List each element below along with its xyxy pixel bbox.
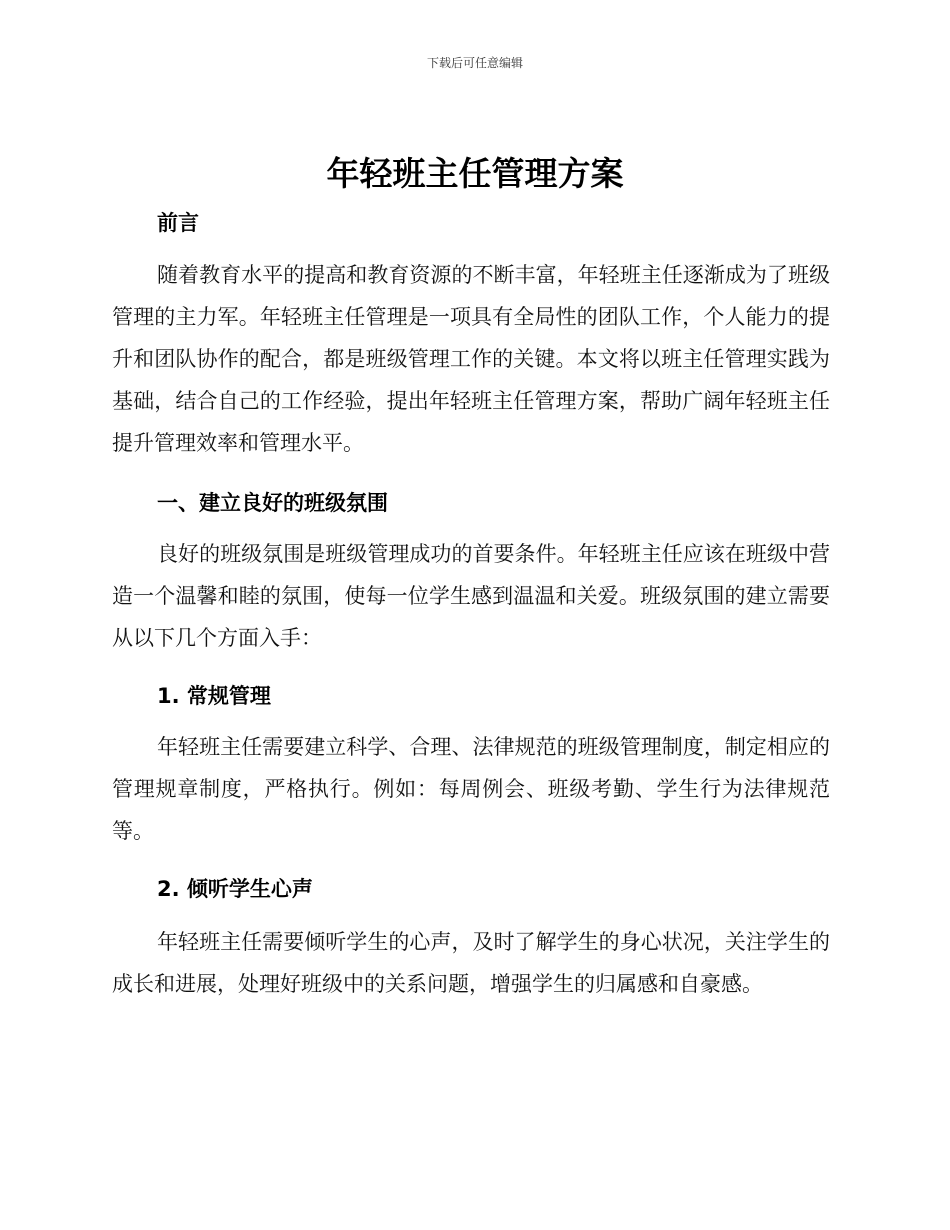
paragraph-routine-management: 年轻班主任需要建立科学、合理、法律规范的班级管理制度，制定相应的管理规章制度，严格执行。例如：每周例会、班级考勤、学生行为法律规范等。 (112, 735, 830, 843)
paragraph-listen-students: 年轻班主任需要倾听学生的心声，及时了解学生的身心状况，关注学生的成长和进展，处理好班级中的关系问题，增强学生的归属感和自豪感。 (112, 930, 830, 996)
page-header-note: 下载后可任意编辑 (426, 56, 523, 70)
section-heading-preface: 前言 (157, 211, 199, 235)
document-title: 年轻班主任管理方案 (326, 154, 624, 193)
subsection-heading-listen-students: 2. 倾听学生心声 (157, 877, 313, 901)
paragraph-preface: 随着教育水平的提高和教育资源的不断丰富，年轻班主任逐渐成为了班级管理的主力军。年轻班主任管理是一项具有全局性的团队工作，个人能力的提升和团队协作的配合，都是班级管理工作的关键。本文将以班主任管理实践为基础，结合自己的工作经验，提出年轻班主任管理方案，帮助广阔年轻班主任提升管理效率和管理水平。 (112, 263, 830, 455)
paragraph-atmosphere: 良好的班级氛围是班级管理成功的首要条件。年轻班主任应该在班级中营造一个温馨和睦的氛围，使每一位学生感到温温和关爱。班级氛围的建立需要从以下几个方面入手： (112, 542, 830, 650)
subsection-heading-routine-management: 1. 常规管理 (157, 684, 271, 708)
section-heading-atmosphere: 一、建立良好的班级氛围 (157, 491, 388, 515)
